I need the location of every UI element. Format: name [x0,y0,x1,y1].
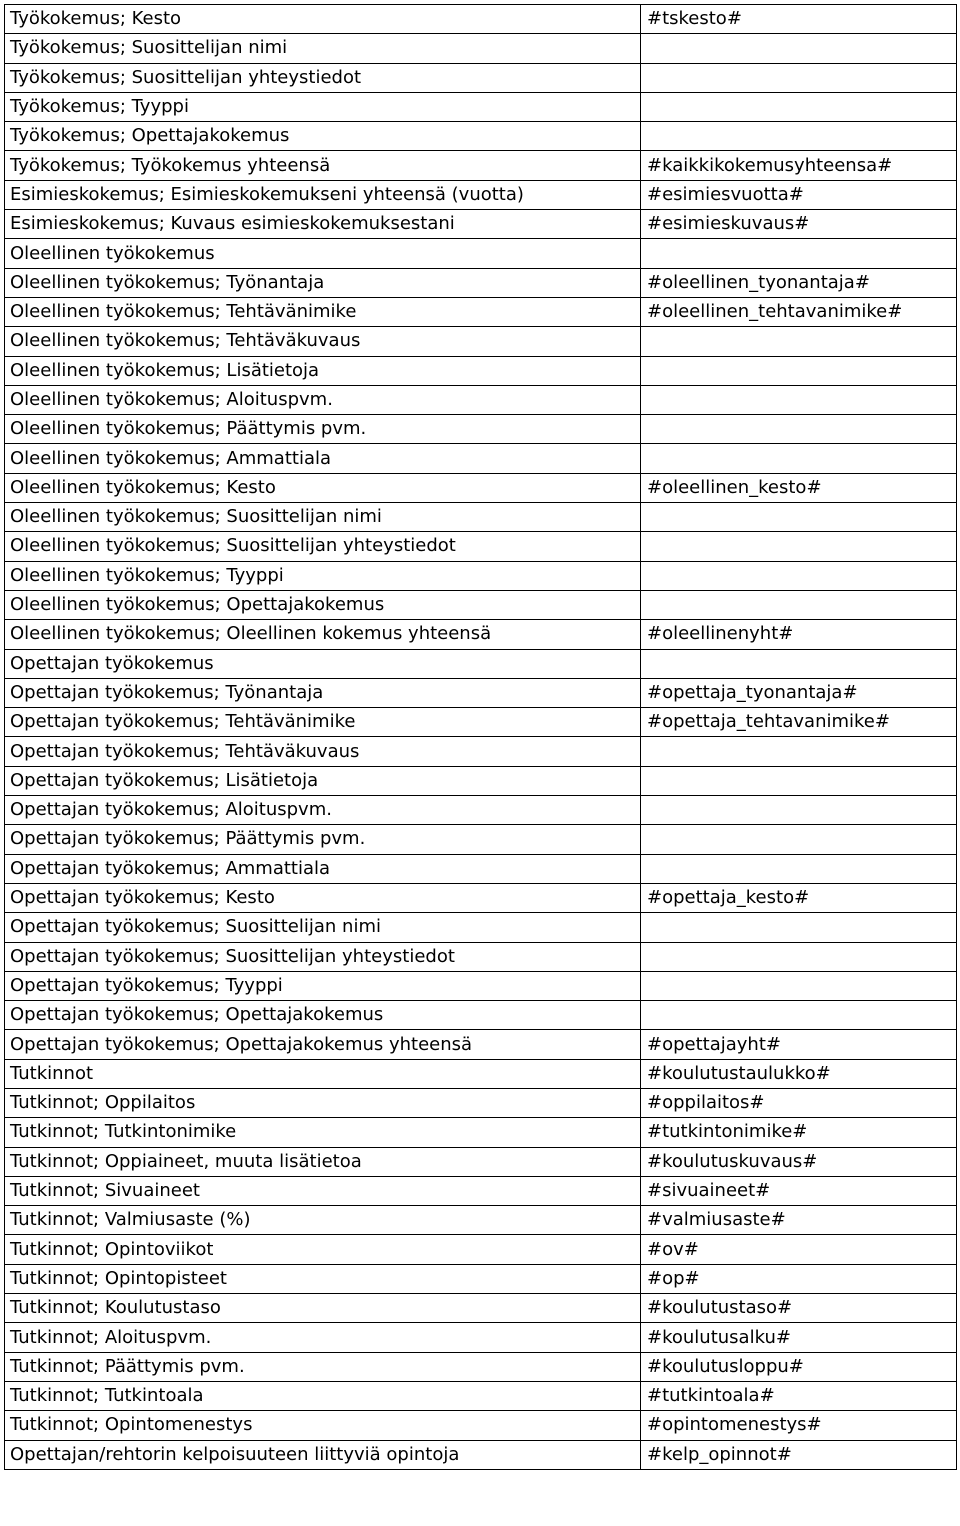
field-label-cell: Oleellinen työkokemus; Ammattiala [5,444,641,473]
placeholder-tag-cell [641,913,957,942]
field-label-cell: Opettajan työkokemus; Opettajakokemus yhteensä [5,1030,641,1059]
table-row [5,151,957,180]
placeholder-tag-cell [641,1001,957,1030]
table-row [5,1118,957,1147]
placeholder-tag-cell [641,766,957,795]
placeholder-tag-cell [641,356,957,385]
field-label-cell: Tutkinnot; Opintomenestys [5,1411,641,1440]
field-label-cell: Esimieskokemus; Esimieskokemukseni yhteensä (vuotta) [5,180,641,209]
table-row [5,913,957,942]
table-row [5,1088,957,1117]
table-row [5,268,957,297]
placeholder-tag-cell: #sivuaineet# [641,1176,957,1205]
placeholder-tag-cell: #oleellinen_tyonantaja# [641,268,957,297]
field-label-cell: Tutkinnot; Tutkintoala [5,1381,641,1410]
placeholder-tag-cell [641,737,957,766]
field-label-cell: Oleellinen työkokemus; Lisätietoja [5,356,641,385]
table-row [5,239,957,268]
field-label-cell: Oleellinen työkokemus; Aloituspvm. [5,385,641,414]
placeholder-tag-cell: #oppilaitos# [641,1088,957,1117]
placeholder-tag-cell [641,796,957,825]
placeholder-tag-cell: #esimiesvuotta# [641,180,957,209]
field-label-cell: Opettajan työkokemus; Tehtäväkuvaus [5,737,641,766]
table-row [5,1176,957,1205]
placeholder-tag-cell [641,561,957,590]
placeholder-tag-cell [641,532,957,561]
field-label-cell: Tutkinnot; Sivuaineet [5,1176,641,1205]
field-label-cell: Oleellinen työkokemus [5,239,641,268]
field-label-cell: Oleellinen työkokemus; Suosittelijan yhteystiedot [5,532,641,561]
field-label-cell: Opettajan työkokemus [5,649,641,678]
table-row [5,503,957,532]
placeholder-tag-cell: #op# [641,1264,957,1293]
field-label-cell: Esimieskokemus; Kuvaus esimieskokemuksestani [5,210,641,239]
field-label-cell: Oleellinen työkokemus; Opettajakokemus [5,590,641,619]
field-label-cell: Tutkinnot; Valmiusaste (%) [5,1206,641,1235]
placeholder-tag-cell [641,63,957,92]
placeholder-tag-cell: #opettaja_kesto# [641,883,957,912]
placeholder-tag-cell [641,825,957,854]
field-label-cell: Oleellinen työkokemus; Työnantaja [5,268,641,297]
table-row [5,92,957,121]
table-row [5,649,957,678]
field-label-cell: Oleellinen työkokemus; Tehtävänimike [5,297,641,326]
placeholder-tag-cell: #koulutusloppu# [641,1352,957,1381]
field-label-cell: Tutkinnot; Aloituspvm. [5,1323,641,1352]
table-row [5,1294,957,1323]
field-label-cell: Työkokemus; Kesto [5,5,641,34]
table-row [5,532,957,561]
placeholder-tag-cell: #koulutusalku# [641,1323,957,1352]
placeholder-tag-cell: #tutkintoala# [641,1381,957,1410]
placeholder-tag-cell: #opettaja_tehtavanimike# [641,708,957,737]
field-mapping-table [4,4,957,1470]
table-row [5,737,957,766]
table-row [5,1030,957,1059]
table-row [5,5,957,34]
placeholder-tag-cell [641,854,957,883]
placeholder-tag-cell [641,444,957,473]
table-row [5,971,957,1000]
table-row [5,678,957,707]
placeholder-tag-cell: #valmiusaste# [641,1206,957,1235]
placeholder-tag-cell: #opettajayht# [641,1030,957,1059]
placeholder-tag-cell [641,971,957,1000]
placeholder-tag-cell [641,503,957,532]
table-row [5,1059,957,1088]
placeholder-tag-cell [641,122,957,151]
table-row [5,327,957,356]
table-row [5,620,957,649]
field-label-cell: Tutkinnot; Oppiaineet, muuta lisätietoa [5,1147,641,1176]
field-label-cell: Tutkinnot; Opintopisteet [5,1264,641,1293]
table-row [5,883,957,912]
field-label-cell: Työkokemus; Suosittelijan yhteystiedot [5,63,641,92]
table-row [5,1411,957,1440]
field-label-cell: Opettajan työkokemus; Aloituspvm. [5,796,641,825]
table-row [5,590,957,619]
field-label-cell: Työkokemus; Tyyppi [5,92,641,121]
field-label-cell: Oleellinen työkokemus; Päättymis pvm. [5,415,641,444]
table-row [5,1235,957,1264]
placeholder-tag-cell [641,327,957,356]
table-row [5,1206,957,1235]
placeholder-tag-cell [641,92,957,121]
table-row [5,297,957,326]
placeholder-tag-cell: #tskesto# [641,5,957,34]
field-label-cell: Opettajan/rehtorin kelpoisuuteen liittyviä opintoja [5,1440,641,1469]
placeholder-tag-cell [641,590,957,619]
table-row [5,561,957,590]
table-row [5,444,957,473]
table-row [5,854,957,883]
placeholder-tag-cell [641,649,957,678]
table-body [5,5,957,1470]
placeholder-tag-cell: #tutkintonimike# [641,1118,957,1147]
placeholder-tag-cell: #ov# [641,1235,957,1264]
table-row [5,473,957,502]
placeholder-tag-cell: #oleellinen_tehtavanimike# [641,297,957,326]
field-label-cell: Opettajan työkokemus; Ammattiala [5,854,641,883]
field-label-cell: Tutkinnot; Oppilaitos [5,1088,641,1117]
table-row [5,34,957,63]
table-row [5,708,957,737]
field-label-cell: Oleellinen työkokemus; Tyyppi [5,561,641,590]
field-label-cell: Tutkinnot [5,1059,641,1088]
field-label-cell: Työkokemus; Opettajakokemus [5,122,641,151]
field-label-cell: Opettajan työkokemus; Tyyppi [5,971,641,1000]
placeholder-tag-cell: #esimieskuvaus# [641,210,957,239]
table-row [5,180,957,209]
field-label-cell: Opettajan työkokemus; Opettajakokemus [5,1001,641,1030]
field-label-cell: Opettajan työkokemus; Työnantaja [5,678,641,707]
field-label-cell: Oleellinen työkokemus; Tehtäväkuvaus [5,327,641,356]
placeholder-tag-cell [641,415,957,444]
placeholder-tag-cell: #kaikkikokemusyhteensa# [641,151,957,180]
placeholder-tag-cell [641,385,957,414]
table-row [5,1323,957,1352]
placeholder-tag-cell [641,34,957,63]
field-label-cell: Tutkinnot; Päättymis pvm. [5,1352,641,1381]
table-row [5,63,957,92]
placeholder-tag-cell: #oleellinenyht# [641,620,957,649]
field-label-cell: Opettajan työkokemus; Suosittelijan yhteystiedot [5,942,641,971]
table-row [5,1381,957,1410]
field-label-cell: Tutkinnot; Tutkintonimike [5,1118,641,1147]
table-row [5,1001,957,1030]
field-label-cell: Oleellinen työkokemus; Suosittelijan nimi [5,503,641,532]
placeholder-tag-cell: #koulutustaulukko# [641,1059,957,1088]
field-label-cell: Tutkinnot; Opintoviikot [5,1235,641,1264]
placeholder-tag-cell: #koulutustaso# [641,1294,957,1323]
table-row [5,210,957,239]
placeholder-tag-cell: #opintomenestys# [641,1411,957,1440]
field-label-cell: Tutkinnot; Koulutustaso [5,1294,641,1323]
table-row [5,415,957,444]
field-label-cell: Oleellinen työkokemus; Kesto [5,473,641,502]
field-label-cell: Työkokemus; Suosittelijan nimi [5,34,641,63]
field-label-cell: Opettajan työkokemus; Lisätietoja [5,766,641,795]
placeholder-tag-cell: #koulutuskuvaus# [641,1147,957,1176]
field-label-cell: Oleellinen työkokemus; Oleellinen kokemus yhteensä [5,620,641,649]
placeholder-tag-cell: #kelp_opinnot# [641,1440,957,1469]
placeholder-tag-cell: #opettaja_tyonantaja# [641,678,957,707]
placeholder-tag-cell [641,942,957,971]
table-row [5,1352,957,1381]
table-row [5,766,957,795]
field-label-cell: Opettajan työkokemus; Suosittelijan nimi [5,913,641,942]
table-row [5,385,957,414]
table-row [5,1264,957,1293]
table-row [5,1440,957,1469]
table-row [5,942,957,971]
table-row [5,356,957,385]
field-label-cell: Opettajan työkokemus; Päättymis pvm. [5,825,641,854]
field-label-cell: Opettajan työkokemus; Kesto [5,883,641,912]
field-label-cell: Opettajan työkokemus; Tehtävänimike [5,708,641,737]
table-row [5,1147,957,1176]
placeholder-tag-cell: #oleellinen_kesto# [641,473,957,502]
table-row [5,122,957,151]
field-label-cell: Työkokemus; Työkokemus yhteensä [5,151,641,180]
table-row [5,825,957,854]
table-row [5,796,957,825]
placeholder-tag-cell [641,239,957,268]
